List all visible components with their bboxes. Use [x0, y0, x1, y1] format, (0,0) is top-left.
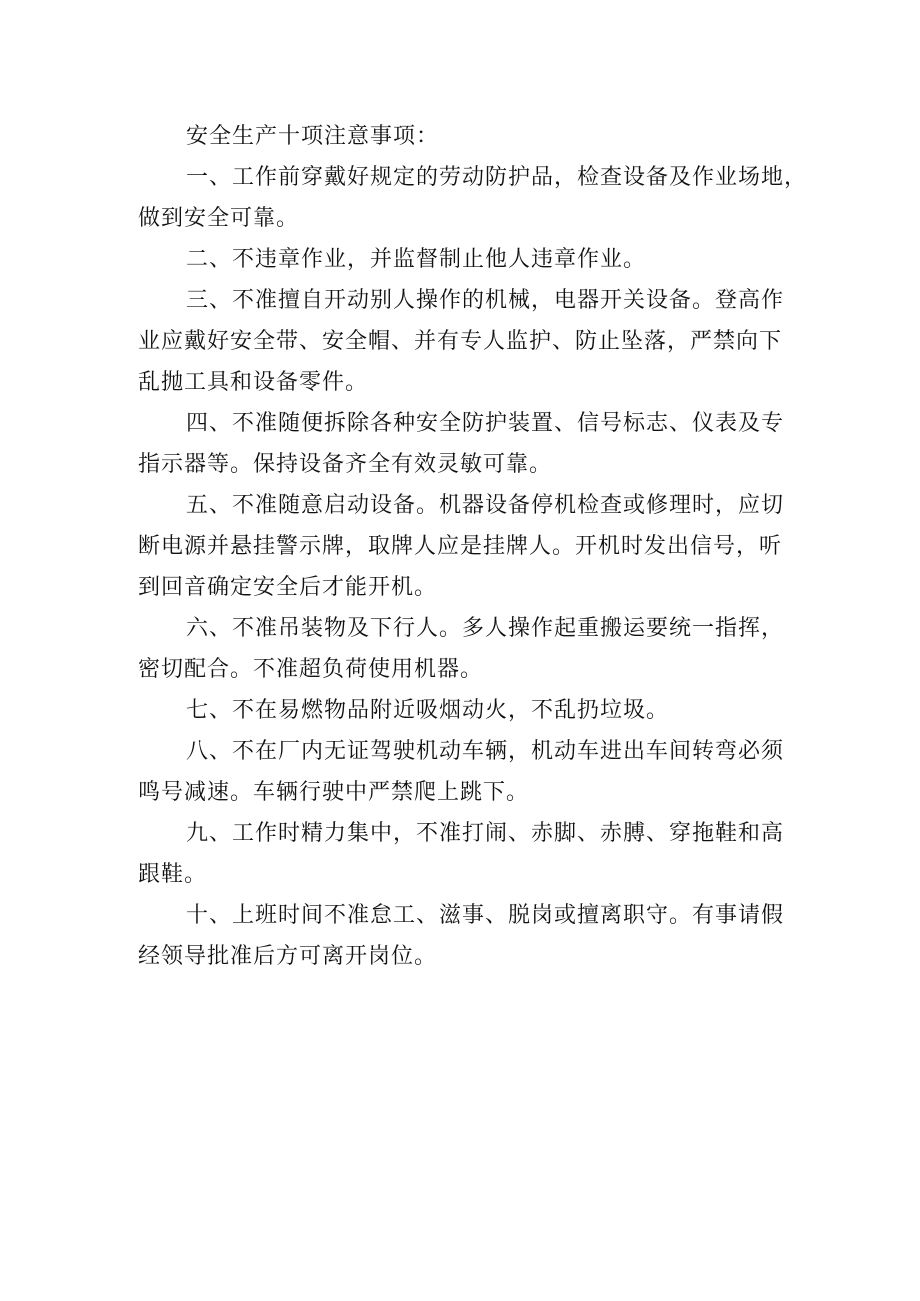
rule-line: 九、工作时精力集中，不准打闹、赤脚、赤膊、穿拖鞋和高 — [186, 821, 785, 846]
rule-line: 经领导批准后方可离开岗位。 — [138, 944, 438, 969]
rule-item-8 — [138, 731, 788, 813]
rule-item-5 — [138, 485, 788, 608]
rule-item-7 — [138, 690, 788, 731]
rule-line: 密切配合。不准超负荷使用机器。 — [138, 657, 484, 682]
rule-item-10 — [138, 895, 788, 977]
rule-item-4 — [138, 403, 788, 485]
rule-line: 断电源并悬挂警示牌，取牌人应是挂牌人。开机时发出信号，听 — [138, 534, 783, 559]
rule-line: 业应戴好安全带、安全帽、并有专人监护、防止坠落，严禁向下 — [138, 329, 783, 354]
rule-line: 六、不准吊装物及下行人。多人操作起重搬运要统一指挥， — [186, 616, 785, 641]
rule-line: 跟鞋。 — [138, 862, 208, 887]
rule-item-6 — [138, 608, 788, 690]
rule-line: 鸣号减速。车辆行驶中严禁爬上跳下。 — [138, 780, 530, 805]
document-heading: 安全生产十项注意事项： — [186, 124, 440, 149]
rule-line: 五、不准随意启动设备。机器设备停机检查或修理时，应切 — [186, 493, 785, 518]
rule-line: 八、不在厂内无证驾驶机动车辆，机动车进出车间转弯必须 — [186, 739, 785, 764]
rule-line: 三、不准擅自开动别人操作的机械，电器开关设备。登高作 — [186, 288, 785, 313]
rule-line: 二、不违章作业，并监督制止他人违章作业。 — [186, 247, 647, 272]
rule-line: 到回音确定安全后才能开机。 — [138, 575, 438, 600]
rule-item-2 — [138, 239, 788, 280]
rule-line: 四、不准随便拆除各种安全防护装置、信号标志、仪表及专 — [186, 411, 785, 436]
rule-line: 乱抛工具和设备零件。 — [138, 370, 369, 395]
rule-line: 做到安全可靠。 — [138, 206, 300, 231]
rule-line: 七、不在易燃物品附近吸烟动火，不乱扔垃圾。 — [186, 698, 670, 723]
rule-item-9 — [138, 813, 788, 895]
document-body — [138, 116, 808, 977]
rule-item-1 — [138, 157, 808, 239]
rule-line: 十、上班时间不准怠工、滋事、脱岗或擅离职守。有事请假 — [186, 903, 785, 928]
rule-line: 一、工作前穿戴好规定的劳动防护品，检查设备及作业场地， — [186, 165, 808, 190]
rule-line: 指示器等。保持设备齐全有效灵敏可靠。 — [138, 452, 553, 477]
rule-item-3 — [138, 280, 788, 403]
